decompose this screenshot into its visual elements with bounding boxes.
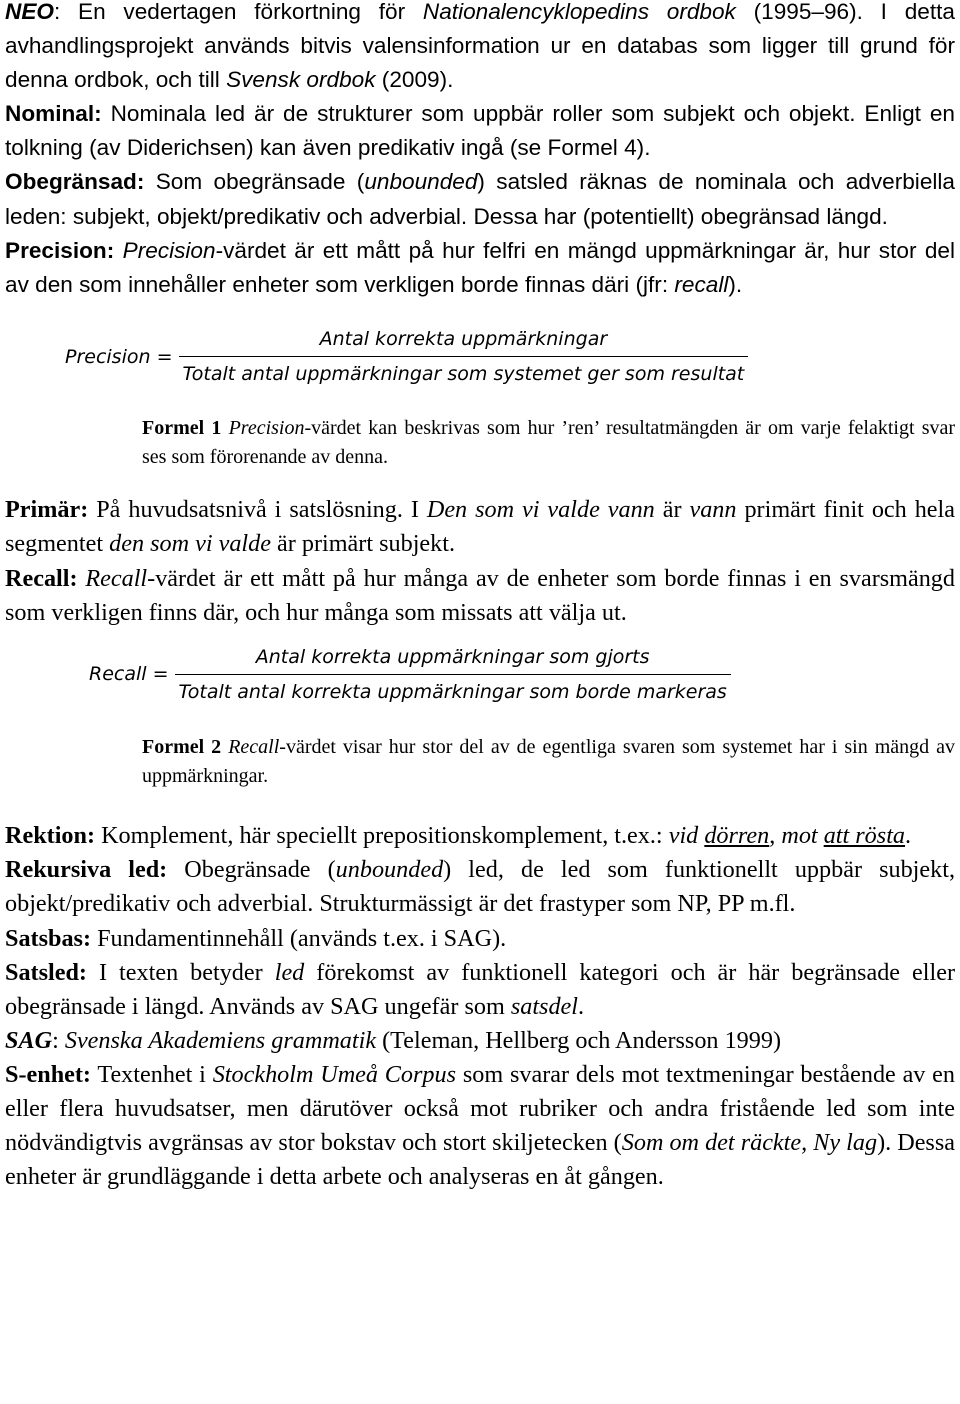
formula-2-denominator: Totalt antal korrekta uppmärkningar som borde markeras	[178, 681, 727, 704]
term-primar: Primär:	[5, 496, 89, 524]
formula-2-block	[5, 646, 955, 792]
entry-satsbas: Satsbas: Fundamentinnehåll (används t.ex. i SAG).	[5, 924, 507, 952]
formula-2-caption: Formel 2 Recall-värdet visar hur stor del av de egentliga svaren som systemet har i sin mängd av uppmärkningar.	[142, 736, 956, 788]
term-satsbas: Satsbas:	[5, 924, 92, 952]
term-recall: Recall:	[5, 564, 78, 592]
term-obegransad: Obegränsad:	[5, 169, 145, 195]
term-precision: Precision:	[5, 237, 115, 263]
term-sag: SAG	[5, 1026, 53, 1054]
formula-2-numerator: Antal korrekta uppmärkningar som gjorts	[255, 645, 650, 668]
formula-1-caption: Formel 1 Precision-värdet kan beskrivas som hur ’ren’ resultatmängden är om varje felaktigt svar ses som förorenande av denna.	[142, 417, 956, 469]
entry-sag: SAG: Svenska Akademiens grammatik (Teleman, Hellberg och Andersson 1999)	[5, 1026, 781, 1054]
term-neo: NEO	[5, 0, 54, 24]
formula-2-label: Formel 2	[142, 736, 222, 759]
formula-1-denominator: Totalt antal uppmärkningar som systemet ger som resultat	[182, 363, 745, 386]
entry-primar: Primär: På huvudsatsnivå i satslösning. I Den som vi valde vann är vann primärt finit och hela segmentet den som vi valde är primärt subjekt.	[5, 496, 955, 558]
formula-1-numerator: Antal korrekta uppmärkningar	[319, 327, 608, 350]
term-s-enhet: S-enhet:	[5, 1060, 91, 1088]
formula-precision	[5, 328, 955, 386]
entry-rekursiva-led: Rekursiva led: Obegränsade (unbounded) led, de led som funktionellt uppbär subjekt, objekt/predikativ och adverbial. Strukturmässigt är det frastyper som NP, PP m.fl.	[5, 856, 955, 918]
entry-satsled: Satsled: I texten betyder led förekomst av funktionell kategori och är här begränsade eller obegränsade i längd. Används av SAG ungefär som satsdel.	[5, 958, 956, 1020]
entry-recall: Recall: Recall-värdet är ett mått på hur många av de enheter som borde finnas i en svarsmängd som verkligen finns där, och hur många som missats att välja ut.	[5, 564, 955, 626]
formula-1-fraction	[179, 328, 749, 386]
entry-rektion: Rektion: Komplement, här speciellt prepositionskomplement, t.ex.: vid dörren, mot att rösta.	[5, 822, 912, 850]
formula-recall	[5, 646, 955, 704]
term-nominal: Nominal:	[5, 101, 102, 127]
formula-1-lhs: Precision =	[65, 345, 173, 368]
formula-2-fraction	[175, 646, 731, 704]
formula-2-lhs: Recall =	[89, 663, 169, 686]
term-rektion: Rektion:	[5, 822, 96, 850]
entry-obegransad: Obegränsad: Som obegränsade (unbounded) satsled räknas de nominala och adverbiella leden: subjekt, objekt/predikativ och adverbial. Dessa har (potentiellt) obegränsad längd.	[5, 169, 955, 229]
entry-precision: Precision: Precision-värdet är ett mått på hur felfri en mängd uppmärkningar är, hur stor del av den som innehåller enheter som verkligen borde finnas däri (jfr: recall).	[5, 237, 955, 297]
entry-s-enhet: S-enhet: Textenhet i Stockholm Umeå Corpus som svarar dels mot textmeningar bestående av en eller flera huvudsatser, men därutöver också mot rubriker och andra fristående led som inte nödvändigtvis avgränsas av stor bokstav och stort skiljetecken (Som om det räckte, Ny lag). Dessa enheter är grundläggande i detta arbete och analyseras en åt gången.	[5, 1060, 956, 1191]
formula-1-block	[5, 328, 955, 473]
term-rekursiva-led: Rekursiva led:	[5, 856, 168, 884]
entry-nominal: Nominal: Nominala led är de strukturer som uppbär roller som subjekt och objekt. Enligt en tolkning (av Diderichsen) kan även predikativ ingå (se Formel 4).	[5, 101, 955, 161]
entry-neo: NEO: En vedertagen förkortning för Nationalencyklopedins ordbok (1995–96). I detta avhandlingsprojekt används bitvis valensinformation ur en databas som ligger till grund för denna ordbok, och till Svensk ordbok (2009).	[5, 0, 955, 93]
term-satsled: Satsled:	[5, 958, 87, 986]
formula-1-label: Formel 1	[142, 417, 222, 440]
